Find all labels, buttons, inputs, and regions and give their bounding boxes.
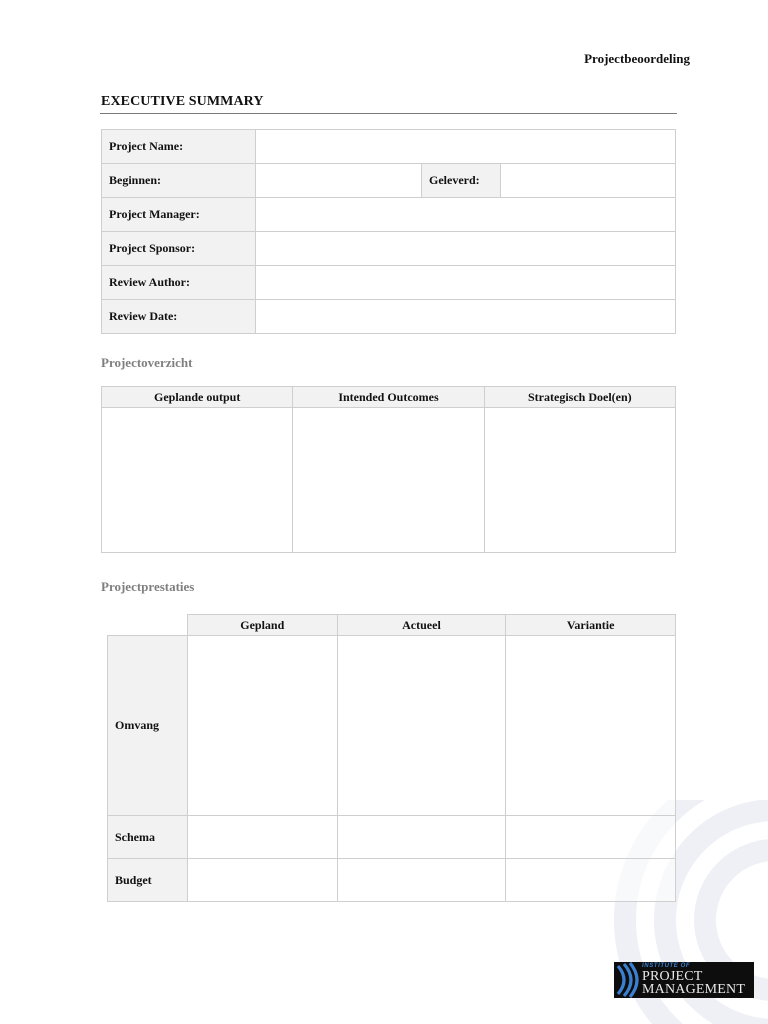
logo-arcs-icon [614, 962, 640, 998]
field-planned-output[interactable] [102, 408, 293, 553]
label-project-sponsor: Project Sponsor: [102, 232, 256, 266]
info-row-project-sponsor [102, 232, 676, 266]
field-schedule-actual[interactable] [337, 816, 506, 859]
section-heading-executive-summary: EXECUTIVE SUMMARY [101, 94, 264, 109]
heading-divider [100, 113, 677, 114]
column-header-actual: Actueel [337, 615, 506, 636]
performance-row-schedule [108, 816, 676, 859]
corner-cell [108, 615, 188, 636]
label-project-manager: Project Manager: [102, 198, 256, 232]
overview-header-row [102, 387, 676, 408]
field-scope-planned[interactable] [187, 636, 337, 816]
row-label-budget: Budget [108, 859, 188, 902]
document-title: Projectbeoordeling [584, 51, 690, 66]
project-performance-table [107, 614, 676, 902]
logo-text-line-1: PROJECT [642, 969, 703, 984]
label-project-name: Project Name: [102, 130, 256, 164]
column-header-planned: Gepland [187, 615, 337, 636]
field-intended-outcomes[interactable] [293, 408, 484, 553]
row-label-schedule: Schema [108, 816, 188, 859]
field-scope-variance[interactable] [506, 636, 676, 816]
field-budget-actual[interactable] [337, 859, 506, 902]
field-scope-actual[interactable] [337, 636, 506, 816]
column-header-intended-outcomes: Intended Outcomes [293, 387, 484, 408]
label-review-date: Review Date: [102, 300, 256, 334]
label-review-author: Review Author: [102, 266, 256, 300]
overview-content-row [102, 408, 676, 553]
field-schedule-variance[interactable] [506, 816, 676, 859]
field-project-name[interactable] [256, 130, 676, 164]
info-row-project-manager [102, 198, 676, 232]
info-row-review-author [102, 266, 676, 300]
info-row-dates [102, 164, 676, 198]
field-begin[interactable] [256, 164, 422, 198]
performance-row-budget [108, 859, 676, 902]
field-delivered[interactable] [501, 164, 676, 198]
performance-row-scope [108, 636, 676, 816]
label-delivered: Geleverd: [422, 164, 501, 198]
logo-text-small: INSTITUTE OF [642, 963, 691, 969]
field-project-sponsor[interactable] [256, 232, 676, 266]
project-overview-table [101, 386, 676, 553]
label-begin: Beginnen: [102, 164, 256, 198]
institute-logo [614, 962, 754, 998]
column-header-planned-output: Geplande output [102, 387, 293, 408]
logo-text-line-2: MANAGEMENT [642, 982, 746, 997]
performance-header-row [108, 615, 676, 636]
info-row-review-date [102, 300, 676, 334]
field-project-manager[interactable] [256, 198, 676, 232]
column-header-variance: Variantie [506, 615, 676, 636]
subheading-project-overview: Projectoverzicht [101, 355, 193, 370]
field-budget-variance[interactable] [506, 859, 676, 902]
subheading-project-performance: Projectprestaties [101, 579, 195, 594]
field-review-date[interactable] [256, 300, 676, 334]
row-label-scope: Omvang [108, 636, 188, 816]
field-budget-planned[interactable] [187, 859, 337, 902]
project-info-table [101, 129, 676, 334]
field-schedule-planned[interactable] [187, 816, 337, 859]
field-review-author[interactable] [256, 266, 676, 300]
info-row-project-name [102, 130, 676, 164]
field-strategic-goals[interactable] [484, 408, 675, 553]
column-header-strategic-goals: Strategisch Doel(en) [484, 387, 675, 408]
